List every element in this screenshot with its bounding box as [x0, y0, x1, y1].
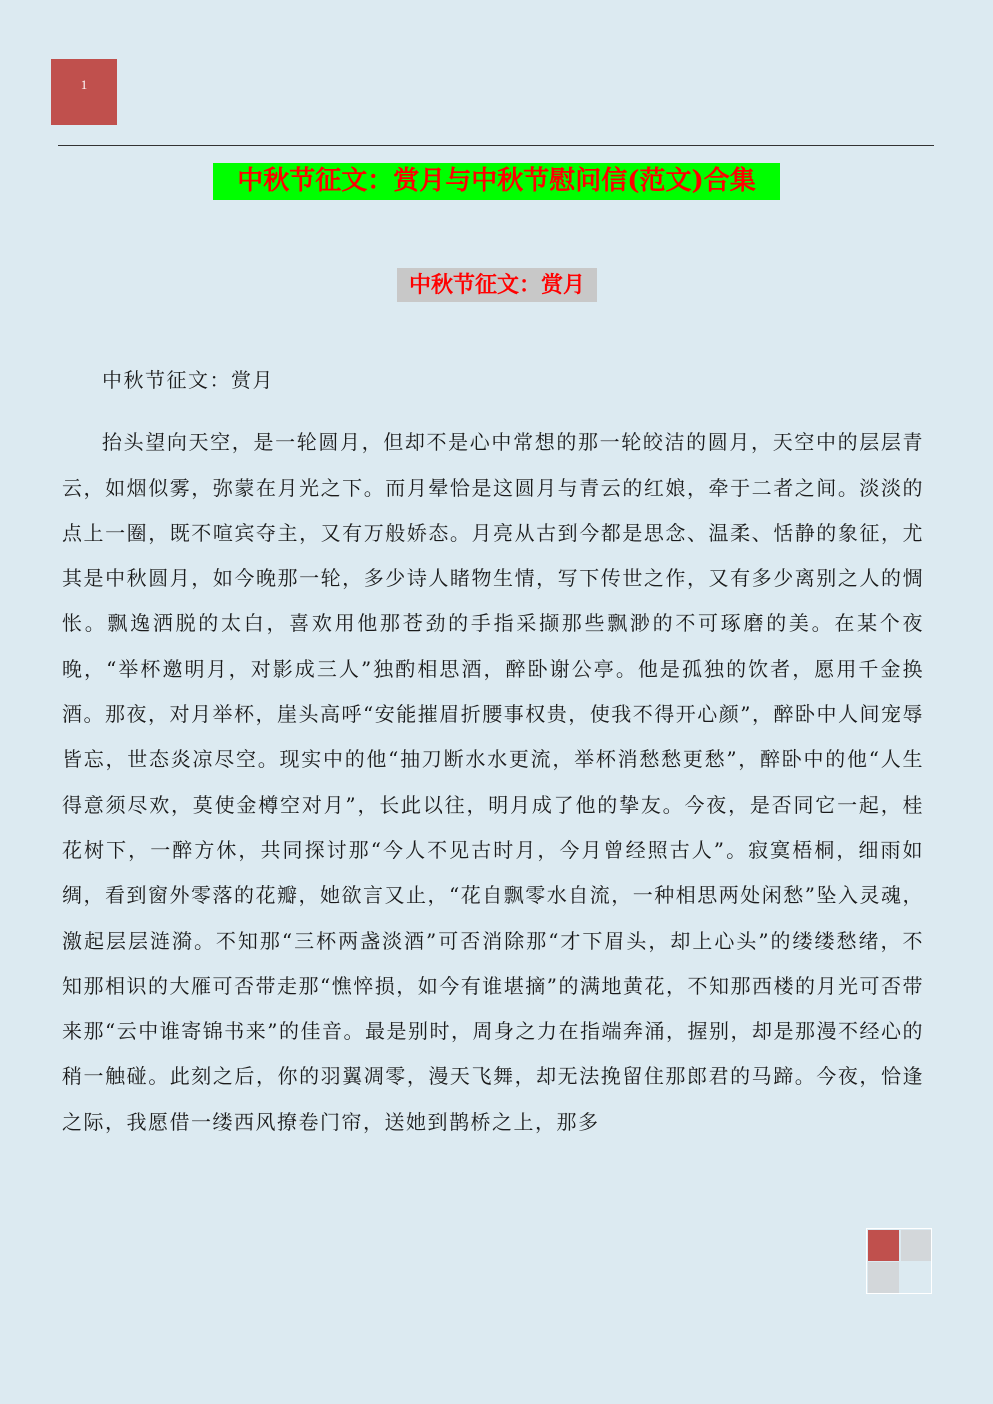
document-title: 中秋节征文：赏月与中秋节慰问信(范文)合集: [213, 163, 780, 200]
article-heading-line: 中秋节征文：赏月: [102, 368, 274, 392]
section-title: 中秋节征文：赏月: [397, 268, 597, 302]
article-paragraph: 抬头望向天空，是一轮圆月，但却不是心中常想的那一轮皎洁的圆月，天空中的层层青云，如烟似雾，弥蒙在月光之下。而月晕恰是这圆月与青云的红娘，牵于二者之间。淡淡的点上一圈，既不喧宾夺主，又有万般娇态。月亮从古到今都是思念、温柔、恬静的象征，尤其是中秋圆月，如今晚那一轮，多少诗人睹物生情，写下传世之作，又有多少离别之人的惆怅。飘逸洒脱的太白，喜欢用他那苍劲的手指采撷那些飘渺的不可琢磨的美。在某个夜晚，“举杯邀明月，对影成三人”独酌相思酒，醉卧谢公亭。他是孤独的饮者，愿用千金换酒。那夜，对月举杯，崖头高呼“安能摧眉折腰事权贵，使我不得开心颜”，醉卧中人间宠辱皆忘，世态炎凉尽空。现实中的他“抽刀断水水更流，举杯消愁愁更愁”，醉卧中的他“人生得意须尽欢，莫使金樽空对月”，长此以往，明月成了他的挚友。今夜，是否同它一起，桂花树下，一醉方休，共同探讨那“今人不见古时月，今月曾经照古人”。寂寞梧桐，细雨如绸，看到窗外零落的花瓣，她欲言又止，“花自飘零水自流，一种相思两处闲愁”坠入灵魂，激起层层涟漪。不知那“三杯两盏淡酒”可否消除那“才下眉头，却上心头”的缕缕愁绪，不知那相识的大雁可否带走那“憔悴损，如今有谁堪摘”的满地黄花，不知那西楼的月光可否带来那“云中谁寄锦书来”的佳音。最是别时，周身之力在指端奔涌，握别，却是那漫不经心的稍一触碰。此刻之后，你的羽翼凋零，漫天飞舞，却无法挽留住那郎君的马蹄。今夜，恰逢之际，我愿借一缕西风撩卷门帘，送她到鹊桥之上，那多: [62, 430, 924, 1134]
page-number-badge: [51, 59, 117, 125]
page-number: 1: [80, 77, 88, 92]
corner-decoration-gray-square-lower: [868, 1262, 899, 1293]
article-body: [62, 358, 924, 1145]
corner-decoration-red-square: [868, 1230, 899, 1261]
header-divider: [58, 145, 934, 146]
corner-decoration-gray-square: [901, 1230, 932, 1261]
